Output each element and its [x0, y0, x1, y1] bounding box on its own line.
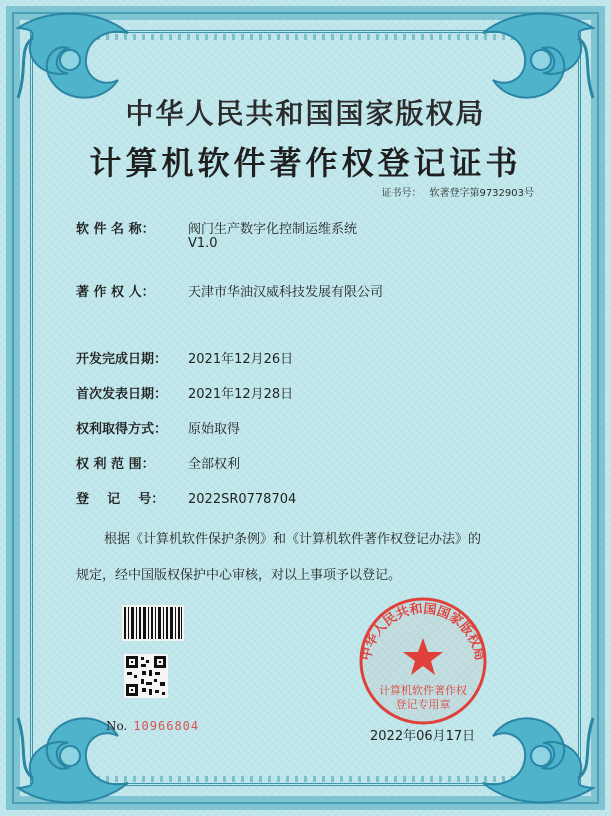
field-value: 天津市华油汉威科技发展有限公司 — [188, 285, 384, 300]
field-value: 原始取得 — [188, 422, 241, 437]
qr-code-icon — [124, 654, 168, 698]
field-acquisition-method — [76, 418, 240, 437]
field-label: 权 利 范 围： — [76, 457, 155, 472]
serial-value: 10966804 — [133, 719, 200, 733]
field-label: 首次发表日期： — [76, 387, 168, 402]
statement-line-1: 根据《计算机软件保护条例》和《计算机软件著作权登记办法》的 — [104, 532, 482, 547]
field-software-name — [76, 218, 357, 237]
field-label: 著 作 权 人： — [76, 285, 155, 300]
issuer-title: 中华人民共和国国家版权局 — [125, 97, 486, 130]
field-value: 2022SR0778704 — [188, 492, 297, 507]
field-development-date — [76, 348, 293, 367]
barcode-icon — [122, 605, 184, 641]
certificate-number-label: 证书号： — [381, 188, 422, 199]
field-label: 登 记 号： — [76, 492, 165, 507]
certificate-number — [381, 184, 534, 199]
field-registration-number — [76, 488, 296, 507]
seal-text-line1: 计算机软件著作权 — [379, 684, 467, 697]
official-seal — [348, 596, 498, 726]
field-label: 权利取得方式： — [76, 422, 168, 437]
field-value: 2021年12月28日 — [188, 387, 294, 402]
software-version: V1.0 — [188, 236, 218, 251]
field-value: 阀门生产数字化控制运维系统 — [188, 222, 358, 237]
field-publish-date — [76, 383, 293, 402]
field-value: 全部权利 — [188, 457, 241, 472]
certificate-title: 计算机软件著作权登记证书 — [89, 144, 522, 182]
serial-number — [106, 719, 199, 733]
field-label: 软 件 名 称： — [76, 222, 155, 237]
field-value: 2021年12月26日 — [188, 352, 294, 367]
corner-ornament-bottom-left — [8, 698, 158, 808]
certificate-number-value: 软著登字第9732903号 — [429, 188, 534, 199]
field-rights-scope — [76, 453, 240, 472]
field-label: 开发完成日期： — [76, 352, 168, 367]
field-copyright-owner — [76, 281, 383, 300]
serial-label: No. — [106, 719, 128, 733]
statement-line-2: 规定，经中国版权保护中心审核，对以上事项予以登记。 — [76, 568, 402, 583]
issue-date: 2022年06月17日 — [370, 729, 476, 744]
seal-text-line2: 登记专用章 — [395, 698, 451, 711]
seal-arc-text: 中华人民共和国国家版权局 — [359, 601, 487, 662]
